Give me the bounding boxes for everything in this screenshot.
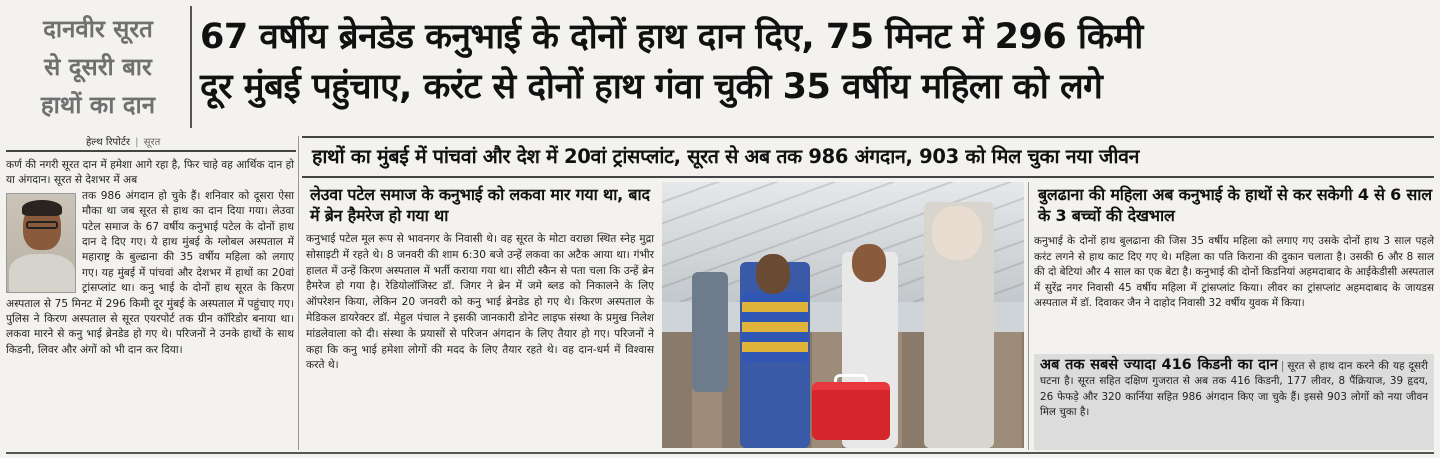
column-divider-right	[1028, 182, 1029, 450]
info-box-title: अब तक सबसे ज्यादा 416 किडनी का दान	[1040, 357, 1278, 373]
info-box	[1034, 354, 1434, 450]
info-box-separator: |	[1280, 360, 1285, 372]
headline-line-1: 67 वर्षीय ब्रेनडेड कनुभाई के दोनों हाथ दान दिए, 75 मिनट में 296 किमी	[200, 17, 1143, 57]
byline	[86, 134, 160, 148]
info-box-text	[1040, 358, 1428, 421]
subheadline: हाथों का मुंबई में पांचवां और देश में 20वां ट्रांसप्लांट, सूरत से अब तक 986 अंगदान, 903 को मिल चुका नया जीवन	[302, 136, 1434, 178]
kicker-line-3: हाथों का दान	[40, 90, 156, 119]
news-photo	[662, 182, 1024, 448]
byline-separator: |	[135, 137, 139, 148]
section-kicker	[6, 6, 192, 128]
left-top-rule	[6, 150, 296, 152]
bottom-rule	[6, 452, 1434, 454]
middle-column-body: कनुभाई पटेल मूल रूप से भावनगर के निवासी थे। वह सूरत के मोटा वराछा स्थित स्नेह मुद्रा सोसाइटी में रहते थे। 8 जनवरी की शाम 6:30 बजे उन्हें लकवा का अटैक आया था। गंभीर हालत में उन्हें किरण अस्पताल में भर्ती कराया गया था। सीटी स्कैन से पता चला कि उन्हें ब्रेन हैमरेज हो गया है। रेडियोलॉजिस्ट डॉ. जिगर ने ब्रेन में जमे ब्लड को निकालने के लिए ऑपरेशन किया, लेकिन 20 जनवरी को कनु भाई ब्रेनडेड हो गए थे। किरण अस्पताल के मेडिकल डायरेक्टर डॉ. मेहुल पंचाल ने इसकी जानकारी डोनेट लाइफ संस्था के प्रमुख निलेश मांडलेवाला को दी। संस्था के प्रयासों से परिजन अंगदान के लिए तैयार हो गए। परिजनों ने कहा कि कनु भाई हमेशा लोगों की मदद के लिए तैयार रहते थे। वह दान-धर्म में विश्वास करते थे।	[306, 233, 654, 372]
right-column-heading: बुलढाना की महिला अब कनुभाई के हाथों से कर सकेगी 4 से 6 साल के 3 बच्चों की देखभाल	[1038, 185, 1432, 225]
info-box-body: सूरत से हाथ दान करने की यह दूसरी घटना है। सूरत सहित दक्षिण गुजरात से अब तक 416 किडनी, 177 लीवर, 8 पैंक्रियाज, 39 हृदय, 26 फेफड़े और 320 कार्निया सहित 986 अंगदान किए जा चुके हैं। इससे 903 लोगों को नया जीवन मिल चुका है।	[1040, 360, 1428, 419]
column-divider	[298, 136, 299, 450]
headline-line-2: दूर मुंबई पहुंचाए, करंट से दोनों हाथ गंवा चुकी 35 वर्षीय महिला को लगे	[200, 67, 1103, 107]
right-column-body: कनुभाई के दोनों हाथ बुलढाना की जिस 35 वर्षीय महिला को लगाए गए उसके दोनों हाथ 3 साल पहले करंट लगने से हाथ काट दिए गए थे। महिला का पति किराना की दुकान चलाता है। उसकी 6 और 8 साल की दो बेटियां और 4 साल का एक बेटा है। कनुभाई की दोनों किडनियां अहमदाबाद के आईकेडीसी अस्पताल में सुरेंद्र नगर निवासी 45 वर्षीय महिला में ट्रांसप्लांट किया। लीवर का ट्रांसप्लांट अहमदाबाद के जायडस अस्पताल में डॉ. दिवाकर जैन ने दाहोद निवासी 32 वर्षीय युवक में किया।	[1034, 235, 1434, 310]
main-headline	[200, 12, 1434, 112]
kicker-line-2: से दूसरी बार	[44, 52, 152, 81]
right-column	[1034, 184, 1434, 312]
kicker-line-1: दानवीर सूरत	[43, 14, 153, 43]
left-column-intro: कर्ण की नगरी सूरत दान में हमेशा आगे रहा है, फिर चाहे वह आर्थिक दान हो या अंगदान। सूरत से देशभर में अब	[6, 159, 294, 187]
portrait-photo	[6, 193, 76, 293]
byline-location: सूरत	[143, 137, 161, 148]
left-column	[6, 158, 294, 358]
left-column-body: तक 986 अंगदान हो चुके हैं। शनिवार को दूसरा ऐसा मौका था जब सूरत से हाथ का दान दिया गया। लेउवा पटेल समाज के 67 वर्षीय कनुभाई पटेल के दोनों हाथ दान दे दिए गए। ये हाथ मुंबई के ग्लोबल अस्पताल में महाराष्ट्र के बुल्ढाना की 35 वर्षीय महिला को लगाए गए। यह मुंबई में पांचवां और देशभर में हाथों का 20वां ट्रांसप्लांट था। कनु भाई के दोनों हाथ सूरत के किरण अस्पताल से 75 मिनट में 296 किमी दूर मुंबई के अस्पताल में पहुंचाए गए। पुलिस ने किरण अस्पताल से सूरत एयरपोर्ट तक ग्रीन कॉरिडोर बनाया था। लकवा मारने से कनु भाई ब्रेनडेड हो गए थे। परिजनों ने उनके हाथों के साथ किडनी, लिवर और अंगों को भी दान कर दिया।	[6, 189, 294, 356]
byline-author: हेल्थ रिपोर्टर	[86, 137, 130, 148]
middle-column-heading: लेउवा पटेल समाज के कनुभाई को लकवा मार गया था, बाद में ब्रेन हैमरेज हो गया था	[310, 185, 650, 225]
organ-cooler-box	[812, 382, 890, 440]
middle-column	[306, 184, 654, 374]
